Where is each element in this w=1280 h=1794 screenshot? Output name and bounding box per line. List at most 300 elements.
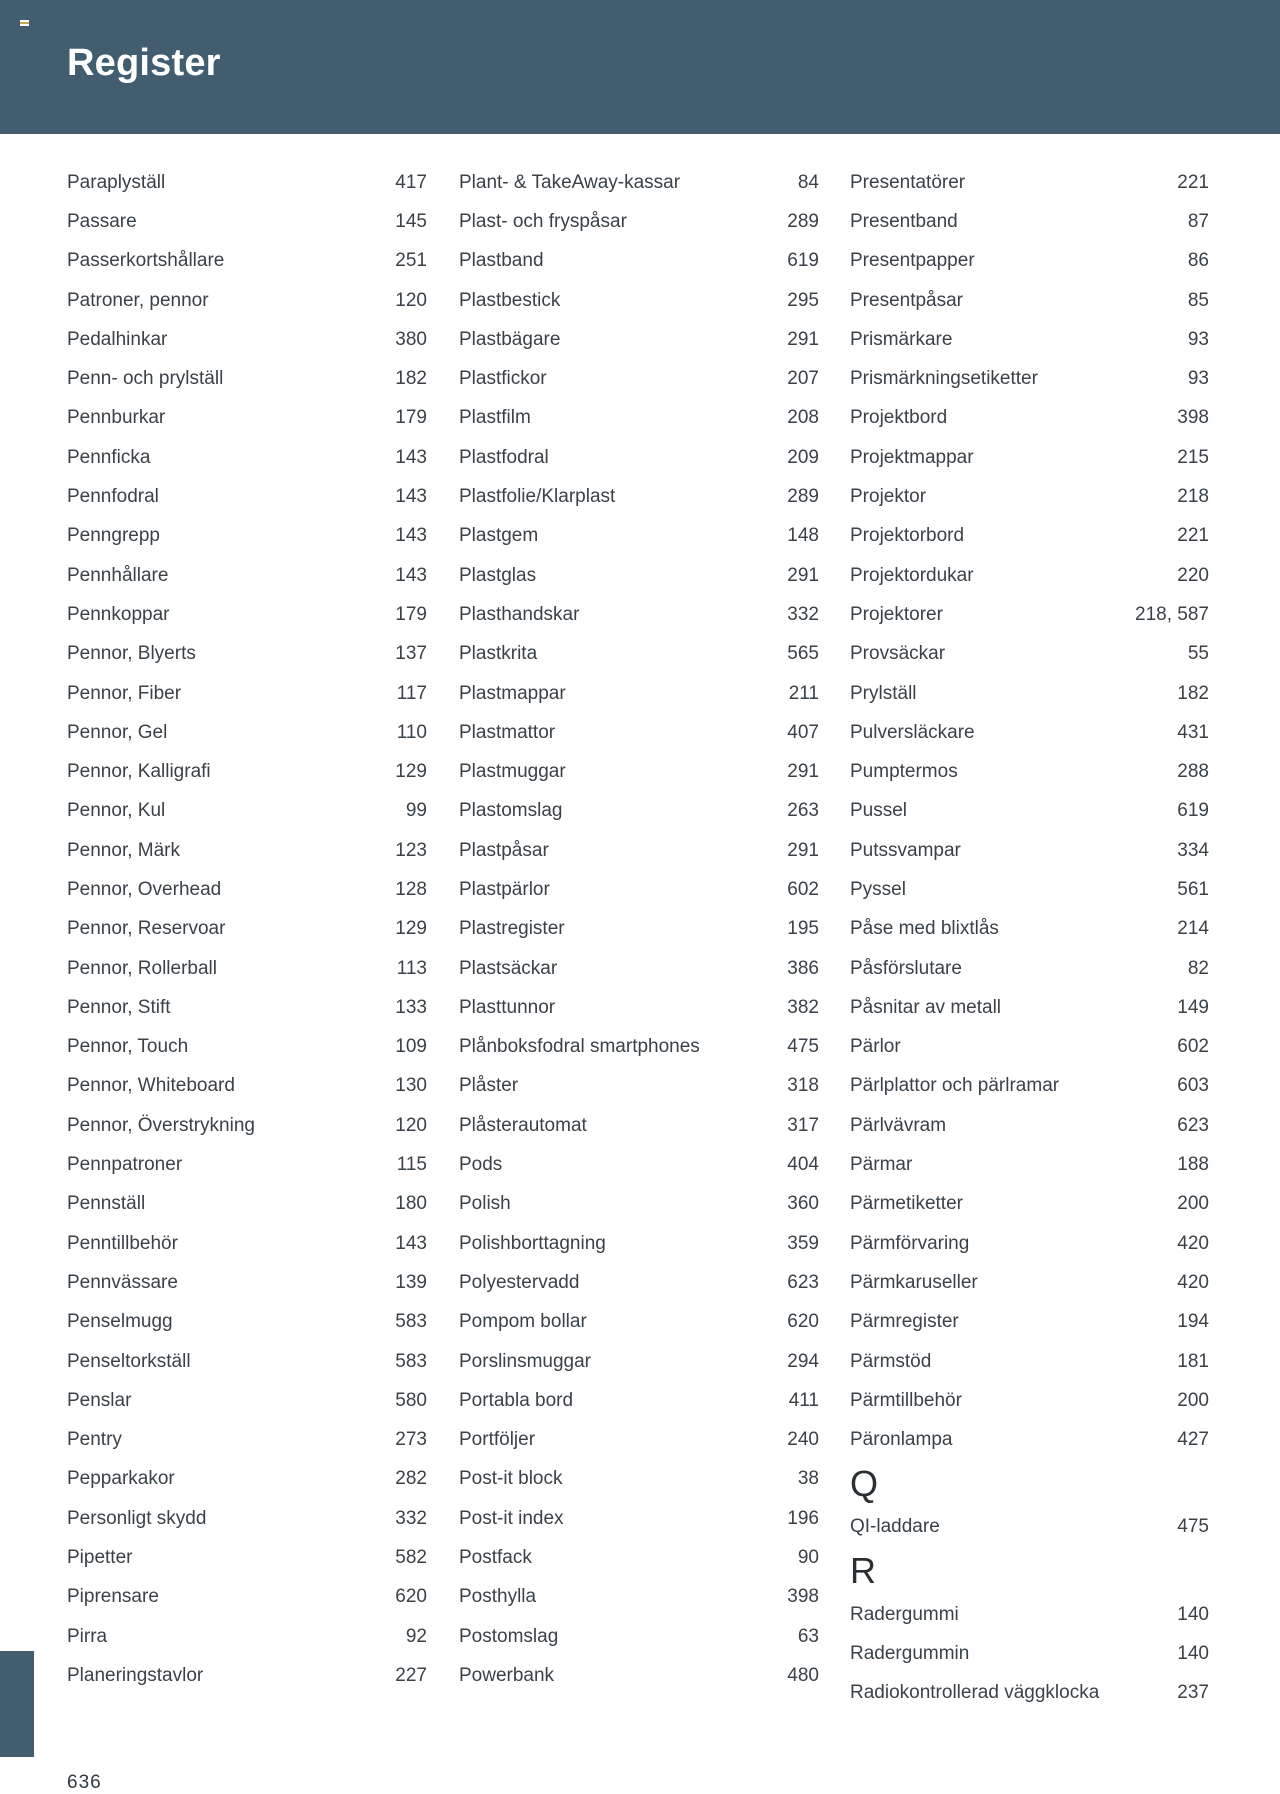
index-page-ref: 427: [1177, 1429, 1209, 1451]
index-page-ref: 240: [787, 1429, 819, 1451]
index-page-ref: 332: [395, 1507, 427, 1529]
index-entry: [459, 1028, 819, 1067]
index-term: Plastpåsar: [459, 839, 549, 861]
index-page-ref: 420: [1177, 1232, 1209, 1254]
index-entry: [67, 713, 427, 752]
index-entry: [67, 359, 427, 398]
index-page-ref: 209: [787, 446, 819, 468]
index-page-ref: 218: [1177, 486, 1209, 508]
index-page-ref: 85: [1187, 289, 1209, 311]
index-page-ref: 93: [1187, 328, 1209, 350]
index-page-ref: 55: [1187, 643, 1209, 665]
index-entry: [850, 556, 1209, 595]
index-page-ref: 291: [787, 761, 819, 783]
index-entry: [850, 438, 1209, 477]
index-term: Radergummin: [850, 1643, 970, 1665]
index-entry: [850, 517, 1209, 556]
index-entry: [459, 1067, 819, 1106]
index-entry: [459, 477, 819, 516]
index-page-ref: 263: [787, 800, 819, 822]
index-term: Penseltorkställ: [67, 1350, 191, 1372]
index-entry: [67, 1067, 427, 1106]
index-page-ref: 382: [787, 996, 819, 1018]
index-page-ref: 120: [395, 1114, 427, 1136]
index-term: Pods: [459, 1154, 503, 1176]
index-entry: [850, 910, 1209, 949]
index-term: Pennburkar: [67, 407, 166, 429]
index-term: Pärmetiketter: [850, 1193, 963, 1215]
index-entry: [850, 399, 1209, 438]
index-term: Polyestervadd: [459, 1271, 580, 1293]
index-term: Pennor, Stift: [67, 996, 171, 1018]
index-term: Pärmkaruseller: [850, 1271, 978, 1293]
index-term: Plastmuggar: [459, 761, 566, 783]
index-entry: [67, 1421, 427, 1460]
index-page-ref: 317: [787, 1114, 819, 1136]
index-page-ref: 133: [395, 996, 427, 1018]
index-entry: [850, 281, 1209, 320]
index-term: Pärmar: [850, 1154, 913, 1176]
index-page-ref: 180: [395, 1193, 427, 1215]
index-page-ref: 218, 587: [1135, 603, 1209, 625]
index-term: Planeringstavlor: [67, 1664, 204, 1686]
index-entry: [850, 595, 1209, 634]
index-term: Påse med blixtlås: [850, 918, 999, 940]
index-entry: [459, 1421, 819, 1460]
index-page-ref: 143: [395, 486, 427, 508]
index-term: Personligt skydd: [67, 1507, 207, 1529]
index-term: Projektorer: [850, 603, 943, 625]
index-page-ref: 289: [787, 210, 819, 232]
index-entry: [850, 792, 1209, 831]
index-term: Paraplyställ: [67, 171, 166, 193]
page-title: Register: [67, 42, 221, 84]
index-page-ref: 211: [788, 682, 819, 704]
index-page-ref: 93: [1187, 368, 1209, 390]
index-term: Pumptermos: [850, 761, 958, 783]
index-entry: [67, 1460, 427, 1499]
index-term: Radiokontrollerad väggklocka: [850, 1682, 1100, 1704]
index-page-ref: 289: [787, 486, 819, 508]
index-term: Posthylla: [459, 1586, 537, 1608]
index-entry: [459, 595, 819, 634]
index-page-ref: 475: [1177, 1516, 1209, 1538]
index-page-ref: 207: [787, 368, 819, 390]
index-page-ref: 623: [787, 1271, 819, 1293]
index-entry: [67, 910, 427, 949]
index-page-ref: 143: [395, 564, 427, 586]
index-page-ref: 179: [395, 603, 427, 625]
index-page-ref: 334: [1177, 839, 1209, 861]
index-page-ref: 386: [787, 957, 819, 979]
index-page-ref: 273: [395, 1429, 427, 1451]
index-term: Plastsäckar: [459, 957, 558, 979]
index-term: Plastfodral: [459, 446, 549, 468]
index-page-ref: 620: [395, 1586, 427, 1608]
index-page-ref: 143: [395, 1232, 427, 1254]
index-entry: [67, 202, 427, 241]
index-term: Penselmugg: [67, 1311, 173, 1333]
index-entry: [459, 517, 819, 556]
section-letter: R: [850, 1550, 876, 1592]
index-entry: [67, 281, 427, 320]
index-term: Radergummi: [850, 1603, 959, 1625]
page-number: 636: [67, 1772, 102, 1793]
index-term: Plastmattor: [459, 721, 556, 743]
index-entry: [850, 1595, 1209, 1634]
index-page-ref: 332: [787, 603, 819, 625]
index-term: Pennfodral: [67, 486, 159, 508]
index-entry: [850, 359, 1209, 398]
index-page-ref: 149: [1177, 996, 1209, 1018]
index-entry: [67, 556, 427, 595]
index-entry: [459, 202, 819, 241]
index-page-ref: 475: [787, 1036, 819, 1058]
index-term: Plånboksfodral smartphones: [459, 1036, 700, 1058]
index-page-ref: 120: [395, 289, 427, 311]
index-page-ref: 140: [1177, 1603, 1209, 1625]
index-page-ref: 398: [1177, 407, 1209, 429]
index-term: Penslar: [67, 1389, 132, 1411]
index-entry: [67, 1106, 427, 1145]
index-entry: [459, 1578, 819, 1617]
index-entry: [67, 1381, 427, 1420]
index-page-ref: 582: [395, 1547, 427, 1569]
index-term: Pärlor: [850, 1036, 901, 1058]
index-entry: [67, 674, 427, 713]
index-page-ref: 602: [1177, 1036, 1209, 1058]
index-page-ref: 99: [405, 800, 427, 822]
index-page-ref: 407: [787, 721, 819, 743]
index-page-ref: 411: [788, 1389, 819, 1411]
index-term: Plastpärlor: [459, 878, 550, 900]
index-term: Pennor, Touch: [67, 1036, 189, 1058]
index-entry: [850, 1263, 1209, 1302]
index-term: Plastfickor: [459, 368, 547, 390]
index-entry: [67, 242, 427, 281]
index-page-ref: 137: [395, 643, 427, 665]
index-entry: [850, 163, 1209, 202]
index-entry: [459, 752, 819, 791]
index-term: Presentpapper: [850, 250, 975, 272]
index-page-ref: 90: [797, 1547, 819, 1569]
index-term: Påsförslutare: [850, 957, 962, 979]
index-page-ref: 359: [787, 1232, 819, 1254]
index-term: Pennställ: [67, 1193, 146, 1215]
index-entry: [850, 674, 1209, 713]
index-entry: [850, 1634, 1209, 1673]
index-page-ref: 115: [396, 1154, 427, 1176]
index-entry: [850, 1508, 1209, 1547]
index-page-ref: 110: [396, 721, 427, 743]
index-term: Pennficka: [67, 446, 151, 468]
index-entry: [459, 1381, 819, 1420]
index-page-ref: 92: [405, 1625, 427, 1647]
index-entry: [67, 438, 427, 477]
index-entry: [850, 635, 1209, 674]
index-entry: [459, 1106, 819, 1145]
index-term: Pärmtillbehör: [850, 1389, 962, 1411]
index-term: Pennor, Överstrykning: [67, 1114, 255, 1136]
index-page-ref: 619: [787, 250, 819, 272]
index-entry: [459, 831, 819, 870]
index-term: Post-it block: [459, 1468, 563, 1490]
index-entry: [67, 1303, 427, 1342]
index-term: Pennor, Reservoar: [67, 918, 226, 940]
index-term: Plastbestick: [459, 289, 561, 311]
index-term: Pennor, Märk: [67, 839, 180, 861]
index-entry: [459, 635, 819, 674]
index-page-ref: 620: [787, 1311, 819, 1333]
index-term: Pussel: [850, 800, 908, 822]
index-entry: [459, 910, 819, 949]
index-entry: [67, 1656, 427, 1695]
index-term: Presentband: [850, 210, 958, 232]
index-term: Postomslag: [459, 1625, 559, 1647]
index-term: Plastgem: [459, 525, 539, 547]
index-term: Plastfilm: [459, 407, 531, 429]
index-term: Pulversläckare: [850, 721, 975, 743]
index-entry: [850, 202, 1209, 241]
index-entry: [850, 1421, 1209, 1460]
index-entry: [67, 635, 427, 674]
index-term: Pentry: [67, 1429, 122, 1451]
index-page-ref: 86: [1187, 250, 1209, 272]
index-entry: [459, 949, 819, 988]
index-entry: [459, 674, 819, 713]
index-page-ref: 220: [1177, 564, 1209, 586]
index-page-ref: 63: [797, 1625, 819, 1647]
index-term: Plasttunnor: [459, 996, 556, 1018]
index-entry: [459, 1185, 819, 1224]
index-term: Plant- & TakeAway-kassar: [459, 171, 681, 193]
index-entry: [67, 988, 427, 1027]
index-page-ref: 82: [1187, 957, 1209, 979]
index-page-ref: 561: [1177, 878, 1209, 900]
index-page-ref: 181: [1177, 1350, 1209, 1372]
index-term: Pennor, Rollerball: [67, 957, 217, 979]
index-page-ref: 580: [395, 1389, 427, 1411]
index-page-ref: 38: [797, 1468, 819, 1490]
index-entry: [459, 242, 819, 281]
index-entry: [850, 870, 1209, 909]
index-term: Plasthandskar: [459, 603, 580, 625]
index-term: Pärlplattor och pärlramar: [850, 1075, 1060, 1097]
index-entry: [459, 163, 819, 202]
index-entry: [459, 1538, 819, 1577]
index-column-3: [850, 163, 1209, 1713]
index-entry: [850, 988, 1209, 1027]
index-entry: [67, 1185, 427, 1224]
index-entry: [850, 1145, 1209, 1184]
index-entry: [67, 320, 427, 359]
index-term: Projektorbord: [850, 525, 965, 547]
index-term: Plastfolie/Klarplast: [459, 486, 616, 508]
index-term: Pennpatroner: [67, 1154, 183, 1176]
index-entry: [459, 713, 819, 752]
index-entry: [67, 1028, 427, 1067]
index-entry: [850, 1185, 1209, 1224]
index-entry: [459, 1656, 819, 1695]
index-entry: [459, 438, 819, 477]
index-page-ref: 215: [1177, 446, 1209, 468]
index-page-ref: 318: [787, 1075, 819, 1097]
flag-stripe-bottom: [20, 24, 29, 26]
index-term: Projektmappar: [850, 446, 974, 468]
index-entry: [67, 517, 427, 556]
index-entry: [850, 1028, 1209, 1067]
index-entry: [850, 831, 1209, 870]
index-term: Pirra: [67, 1625, 108, 1647]
index-term: Pompom bollar: [459, 1311, 587, 1333]
index-page-ref: 109: [395, 1036, 427, 1058]
index-term: Plastomslag: [459, 800, 563, 822]
index-page-ref: 360: [787, 1193, 819, 1215]
index-entry: [459, 281, 819, 320]
index-entry: [850, 1674, 1209, 1713]
index-entry: [67, 792, 427, 831]
index-entry: [850, 1342, 1209, 1381]
index-page-ref: 237: [1177, 1682, 1209, 1704]
index-entry: [850, 1067, 1209, 1106]
index-page-ref: 583: [395, 1311, 427, 1333]
index-page-ref: 291: [787, 328, 819, 350]
index-term: Pennor, Blyerts: [67, 643, 196, 665]
index-term: Pennor, Gel: [67, 721, 168, 743]
index-entry: [67, 477, 427, 516]
index-term: Pennvässare: [67, 1271, 178, 1293]
index-column-2: [459, 163, 819, 1696]
index-entry: [459, 1145, 819, 1184]
index-entry: [459, 870, 819, 909]
index-entry: [850, 949, 1209, 988]
index-term: Plast- och fryspåsar: [459, 210, 627, 232]
index-page-ref: 295: [787, 289, 819, 311]
index-term: Pedalhinkar: [67, 328, 168, 350]
index-page-ref: 602: [787, 878, 819, 900]
index-term: Postfack: [459, 1547, 532, 1569]
index-term: Patroner, pennor: [67, 289, 209, 311]
index-page-ref: 117: [396, 682, 427, 704]
index-entry: [459, 1342, 819, 1381]
index-page-ref: 129: [395, 761, 427, 783]
side-tab-marker: [0, 1651, 34, 1757]
index-term: Pärmförvaring: [850, 1232, 970, 1254]
page-header: [0, 0, 1280, 134]
index-entry: [850, 242, 1209, 281]
index-page-ref: 208: [787, 407, 819, 429]
index-page-ref: 129: [395, 918, 427, 940]
index-term: Pyssel: [850, 878, 906, 900]
index-term: Plastbägare: [459, 328, 561, 350]
index-page-ref: 420: [1177, 1271, 1209, 1293]
index-entry: [459, 792, 819, 831]
index-entry: [459, 1499, 819, 1538]
index-term: Projektor: [850, 486, 927, 508]
index-page-ref: 87: [1187, 210, 1209, 232]
index-term: Pepparkakor: [67, 1468, 175, 1490]
index-page-ref: 148: [787, 525, 819, 547]
index-entry: [67, 1263, 427, 1302]
index-entry: [67, 831, 427, 870]
index-page-ref: 84: [797, 171, 819, 193]
index-page-ref: 200: [1177, 1193, 1209, 1215]
section-letter: Q: [850, 1462, 879, 1504]
index-entry: [67, 1224, 427, 1263]
index-entry: [67, 1342, 427, 1381]
index-column-1: [67, 163, 427, 1696]
index-term: Pipetter: [67, 1547, 133, 1569]
index-page-ref: 128: [395, 878, 427, 900]
index-page-ref: 139: [395, 1271, 427, 1293]
index-term: Pärmstöd: [850, 1350, 932, 1372]
index-entry: [67, 752, 427, 791]
index-page-ref: 140: [1177, 1643, 1209, 1665]
index-entry: [67, 1617, 427, 1656]
index-entry: [850, 752, 1209, 791]
index-entry: [67, 163, 427, 202]
index-entry: [459, 1263, 819, 1302]
index-term: Plåster: [459, 1075, 519, 1097]
index-entry: [67, 1578, 427, 1617]
index-page-ref: 565: [787, 643, 819, 665]
index-page-ref: 480: [787, 1664, 819, 1686]
index-term: Porslinsmuggar: [459, 1350, 591, 1372]
index-page-ref: 196: [787, 1507, 819, 1529]
index-term: Pennor, Whiteboard: [67, 1075, 235, 1097]
index-term: Powerbank: [459, 1664, 555, 1686]
index-term: Pennor, Overhead: [67, 878, 222, 900]
index-term: Pennor, Kul: [67, 800, 166, 822]
index-term: Päronlampa: [850, 1429, 953, 1451]
index-term: Projektordukar: [850, 564, 974, 586]
index-term: Putssvampar: [850, 839, 961, 861]
index-page-ref: 221: [1177, 525, 1209, 547]
index-entry: [67, 595, 427, 634]
index-page-ref: 251: [395, 250, 427, 272]
index-page-ref: 123: [395, 839, 427, 861]
index-page-ref: 398: [787, 1586, 819, 1608]
index-entry: [67, 1499, 427, 1538]
index-entry: [67, 870, 427, 909]
index-entry: [850, 1381, 1209, 1420]
index-columns: [67, 163, 1209, 1723]
index-term: Portabla bord: [459, 1389, 574, 1411]
index-page-ref: 214: [1177, 918, 1209, 940]
index-entry: [459, 1460, 819, 1499]
index-term: Plastregister: [459, 918, 565, 940]
index-page-ref: 194: [1177, 1311, 1209, 1333]
index-term: Polishborttagning: [459, 1232, 606, 1254]
index-term: Projektbord: [850, 407, 948, 429]
index-term: Post-it index: [459, 1507, 564, 1529]
index-page-ref: 145: [395, 210, 427, 232]
index-page-ref: 179: [395, 407, 427, 429]
index-entry: [850, 320, 1209, 359]
index-page-ref: 291: [787, 564, 819, 586]
index-term: Provsäckar: [850, 643, 946, 665]
index-page-ref: 603: [1177, 1075, 1209, 1097]
index-term: Polish: [459, 1193, 511, 1215]
index-page-ref: 380: [395, 328, 427, 350]
index-page-ref: 417: [395, 171, 427, 193]
index-term: Pennhållare: [67, 564, 169, 586]
index-entry: [850, 1303, 1209, 1342]
index-entry: [459, 988, 819, 1027]
index-entry: [459, 1303, 819, 1342]
index-term: Pennor, Kalligrafi: [67, 761, 211, 783]
index-term: Penntillbehör: [67, 1232, 178, 1254]
